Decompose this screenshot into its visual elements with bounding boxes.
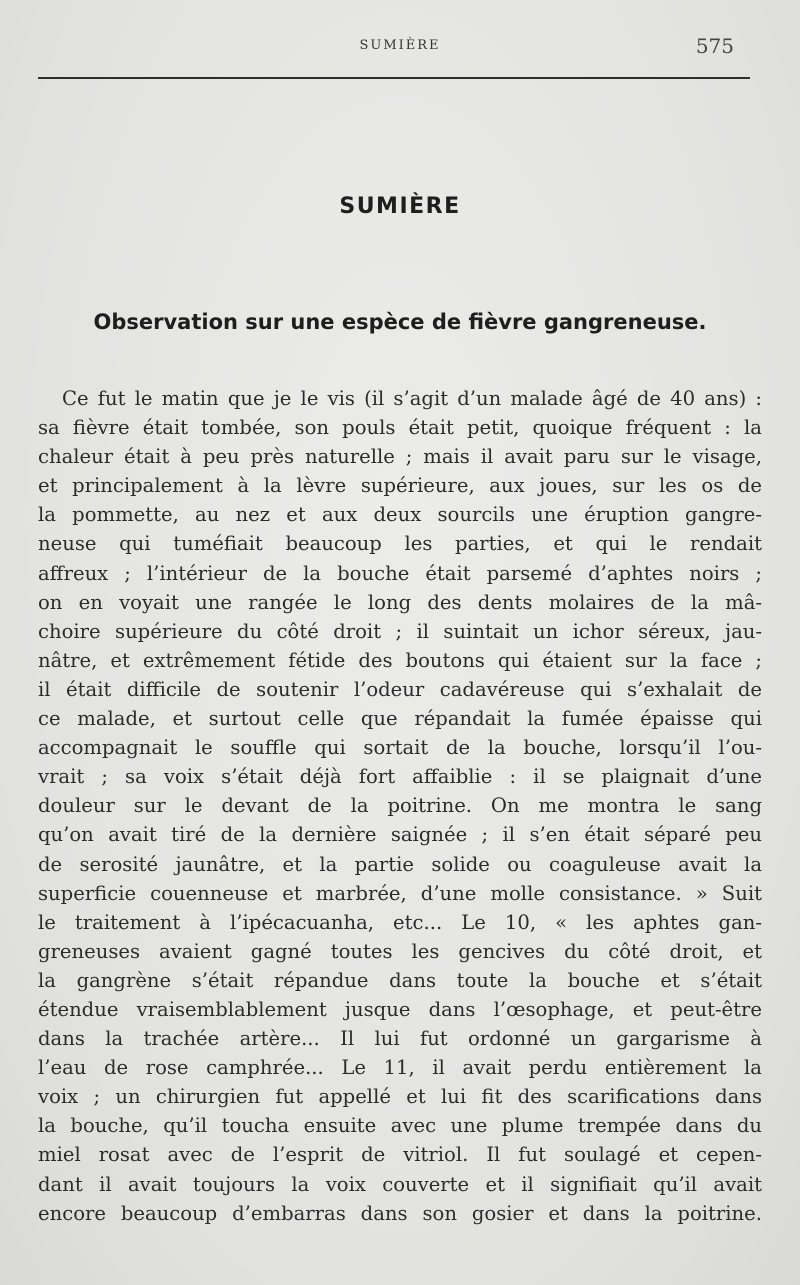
text-line: choire supérieure du côté droit ; il suintait un ichor séreux, jau- [38,619,762,643]
running-title: SUMIÈRE [359,38,441,53]
text-line: le traitement à l’ipécacuanha, etc... Le 10, « les aphtes gan- [38,910,762,934]
text-line: il était difficile de soutenir l’odeur cadavéreuse qui s’exhalait de [38,677,762,701]
text-line: superficie couenneuse et marbrée, d’une molle consistance. » Suit [38,881,762,905]
body-text [38,384,762,1228]
text-line: neuse qui tuméfiait beaucoup les parties, et qui le rendait [38,532,762,556]
text-line: la pommette, au nez et aux deux sourcils une éruption gangre- [38,503,762,527]
running-header [38,34,762,62]
text-line: greneuses avaient gagné toutes les gencives du côté droit, et [38,939,762,963]
page-number: 575 [695,34,734,58]
text-line: dans la trachée artère... Il lui fut ordonné un gargarisme à [38,1027,762,1051]
text-line: voix ; un chirurgien fut appellé et lui fit des scarifications dans [38,1085,762,1109]
text-line: étendue vraisemblablement jusque dans l’œsophage, et peut-être [38,997,762,1021]
text-line: chaleur était à peu près naturelle ; mais il avait paru sur le visage, [38,445,762,469]
text-line: Ce fut le matin que je le vis (il s’agit d’un malade âgé de 40 ans) : [62,387,762,410]
text-line: on en voyait une rangée le long des dents molaires de la mâ- [38,590,762,614]
text-line: l’eau de rose camphrée... Le 11, il avait perdu entièrement la [38,1056,762,1080]
text-line: sa fièvre était tombée, son pouls était petit, quoique fréquent : la [38,416,762,440]
text-line: la gangrène s’était répandue dans toute la bouche et s’était [38,968,762,992]
text-line: miel rosat avec de l’esprit de vitriol. Il fut soulagé et cepen- [38,1143,762,1167]
section-subtitle: Observation sur une espèce de fièvre gangreneuse. [93,310,707,334]
header-rule [38,77,750,79]
text-line: affreux ; l’intérieur de la bouche était parsemé d’aphtes noirs ; [38,561,762,585]
text-line: encore beaucoup d’embarras dans son gosier et dans la poitrine. [38,1201,762,1225]
text-line: de serosité jaunâtre, et la partie solide ou coaguleuse avait la [38,852,762,876]
text-line: dant il avait toujours la voix couverte et il signifiait qu’il avait [38,1172,762,1196]
text-line: nâtre, et extrêmement fétide des boutons qui étaient sur la face ; [38,648,762,672]
text-line: ce malade, et surtout celle que répandait la fumée épaisse qui [38,707,762,731]
text-line: et principalement à la lèvre supérieure, aux joues, sur les os de [38,474,762,498]
text-line: accompagnait le souffle qui sortait de la bouche, lorsqu’il l’ou- [38,736,762,760]
text-line: vrait ; sa voix s’était déjà fort affaiblie : il se plaignait d’une [38,765,762,789]
text-line: douleur sur le devant de la poitrine. On me montra le sang [38,794,762,818]
text-line: qu’on avait tiré de la dernière saignée ; il s’en était séparé peu [38,823,762,847]
text-line: la bouche, qu’il toucha ensuite avec une plume trempée dans du [38,1114,762,1138]
chapter-title: SUMIÈRE [339,194,461,219]
